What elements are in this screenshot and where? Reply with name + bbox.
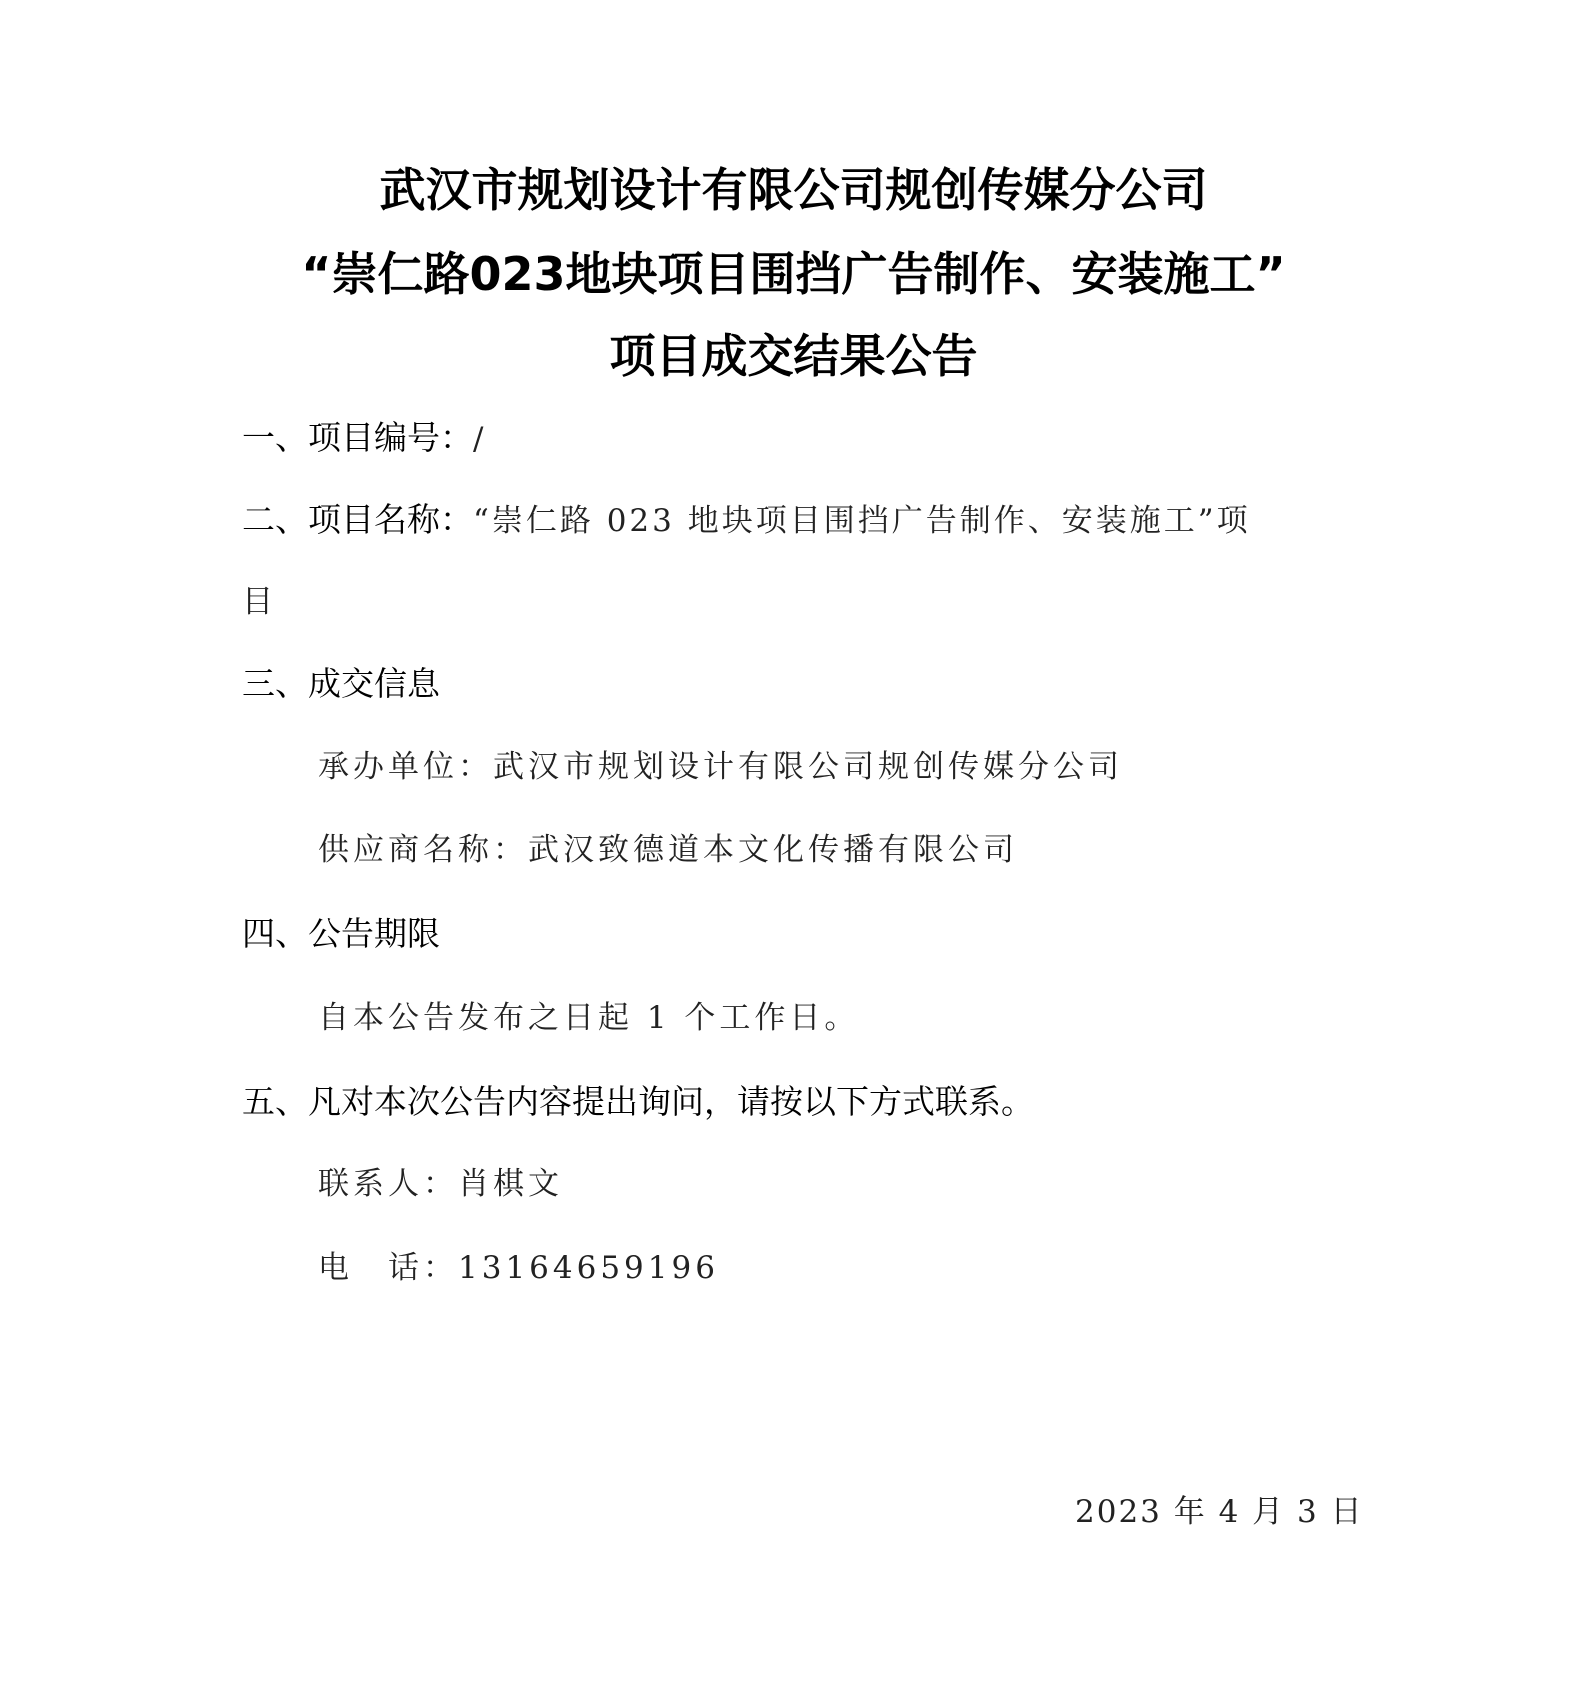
project-number-label: 一、项目编号：	[242, 418, 473, 457]
contact-person-line: 联系人：肖棋文	[318, 1166, 563, 1202]
project-number-value: /	[473, 421, 487, 457]
project-name-value: “崇仁路 023 地块项目围挡广告制作、安装施工”项	[473, 503, 1251, 539]
project-name-label: 二、项目名称：	[242, 500, 473, 539]
section-contact-heading: 五、凡对本次公告内容提出询问，请按以下方式联系。	[242, 1082, 1034, 1121]
title-project: “崇仁路023地块项目围挡广告制作、安装施工”	[301, 247, 1286, 301]
section-deal-info-heading: 三、成交信息	[242, 664, 440, 703]
organizer-line: 承办单位：武汉市规划设计有限公司规创传媒分公司	[318, 749, 1123, 785]
title-company: 武汉市规划设计有限公司规创传媒分公司	[379, 163, 1208, 217]
section-project-name	[242, 498, 1251, 543]
title-announcement: 项目成交结果公告	[609, 329, 978, 383]
announcement-date: 2023 年 4 月 3 日	[1075, 1494, 1364, 1530]
announcement-period-text: 自本公告发布之日起 1 个工作日。	[318, 1000, 860, 1036]
supplier-line: 供应商名称：武汉致德道本文化传播有限公司	[318, 832, 1018, 868]
phone-label: 电 话：	[318, 1250, 458, 1286]
section-announcement-period-heading: 四、公告期限	[242, 914, 440, 953]
phone-number: 13164659196	[458, 1250, 719, 1286]
phone-line	[318, 1246, 719, 1290]
section-project-number	[242, 416, 486, 461]
project-name-continuation: 目	[242, 584, 277, 620]
